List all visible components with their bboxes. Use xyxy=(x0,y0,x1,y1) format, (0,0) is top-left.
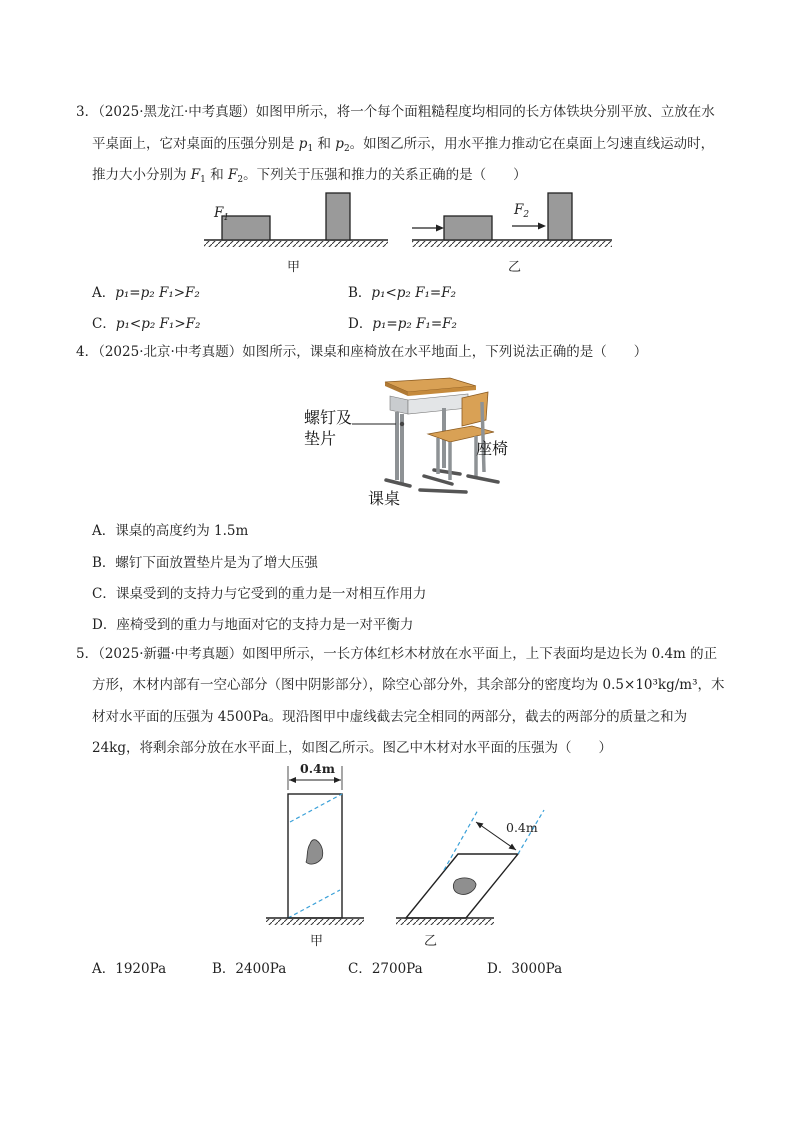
q5-fig-label-yi: 乙 xyxy=(424,934,438,949)
desk-drawer-front xyxy=(408,394,468,414)
q4-label-screw-line1: 螺钉及 xyxy=(304,408,353,427)
q3-fig-yi-ground xyxy=(412,240,612,247)
screw-and-washer xyxy=(400,422,404,426)
q4-option-d[interactable]: D．座椅受到的重力与地面对它的支持力是一对平衡力 xyxy=(92,617,414,633)
q3-figure xyxy=(200,190,620,280)
q5-stem-line1: 5．（2025·新疆·中考真题）如图甲所示，一长方体红杉木材放在水平面上，上下表面均是边长为 0.4m 的正 xyxy=(76,646,718,662)
q5-ground-yi xyxy=(396,918,494,925)
q3-fig-label-jia: 甲 xyxy=(287,260,301,275)
q5-stem-line3: 材对水平面的压强为 4500Pa。现沿图甲中虚线截去完全相同的两部分，截去的两部分的质量之和为 xyxy=(92,709,688,725)
q4-label-chair: 座椅 xyxy=(476,439,509,458)
q3-option-d[interactable]: D．p₁=p₂ F₁=F₂ xyxy=(348,316,457,332)
q5-figure xyxy=(266,760,556,930)
q5-option-b[interactable]: B．2400Pa xyxy=(212,961,287,977)
q5-dim-label-yi: 0.4m xyxy=(506,820,538,835)
q3-option-a[interactable]: A．p₁=p₂ F₁>F₂ xyxy=(92,285,200,301)
chair-feet xyxy=(424,476,498,484)
q4-option-c[interactable]: C．课桌受到的支持力与它受到的重力是一对相互作用力 xyxy=(92,586,427,602)
q3-force-f1-arrow xyxy=(412,225,444,232)
q4-label-desk: 课桌 xyxy=(368,489,401,508)
q3-label-f1: $F_1$ xyxy=(214,205,230,223)
q5-stem-line4: 24kg，将剩余部分放在水平面上，如图乙所示。图乙中木材对水平面的压强为（ ） xyxy=(92,740,612,756)
q3-stem-line1: 3．（2025·黑龙江·中考真题）如图甲所示，将一个每个面粗糙程度均相同的长方体铁块分别平放、立放在水 xyxy=(76,104,715,120)
q3-option-c[interactable]: C．p₁<p₂ F₁>F₂ xyxy=(92,316,201,332)
q5-ground-jia xyxy=(266,918,364,925)
q3-fig-label-yi: 乙 xyxy=(508,260,522,275)
q4-option-b[interactable]: B．螺钉下面放置垫片是为了增大压强 xyxy=(92,555,318,571)
q3-block-flat xyxy=(222,216,270,240)
q5-option-d[interactable]: D．3000Pa xyxy=(487,961,563,977)
q3-option-b[interactable]: B．p₁<p₂ F₁=F₂ xyxy=(348,285,457,301)
q3-stem-line3: 推力大小分别为 $F_1$ 和 $F_2$。下列关于压强和推力的关系正确的是（ ） xyxy=(92,167,527,185)
q4-stem: 4．（2025·北京·中考真题）如图所示，课桌和座椅放在水平地面上，下列说法正确的是（ ） xyxy=(76,344,648,360)
q3-fig-jia-ground xyxy=(204,240,388,247)
q4-option-a[interactable]: A．课桌的高度约为 1.5m xyxy=(92,523,249,539)
q5-stem-line2: 方形，木材内部有一空心部分（图中阴影部分），除空心部分外，其余部分的密度均为 0.5×10³kg/m³，木 xyxy=(92,677,725,693)
q4-label-screw-line2: 垫片 xyxy=(304,429,337,448)
q5-fig-label-jia: 甲 xyxy=(310,934,324,949)
q5-dim-label-jia: 0.4m xyxy=(300,761,335,776)
q5-option-c[interactable]: C．2700Pa xyxy=(348,961,423,977)
q3-block-upright xyxy=(326,193,350,240)
q3-stem-line2: 平桌面上，它对桌面的压强分别是 $p_1$ 和 $p_2$。如图乙所示，用水平推力推动它在桌面上匀速直线运动时， xyxy=(92,136,715,154)
q3-block-pushed-flat xyxy=(444,216,492,240)
q3-force-f2-arrow xyxy=(512,223,546,230)
q5-option-a[interactable]: A．1920Pa xyxy=(92,961,167,977)
desk-drawer-side xyxy=(390,396,408,414)
q3-label-f2: $F_2$ xyxy=(514,202,530,220)
q3-block-pushed-upright xyxy=(548,193,572,240)
